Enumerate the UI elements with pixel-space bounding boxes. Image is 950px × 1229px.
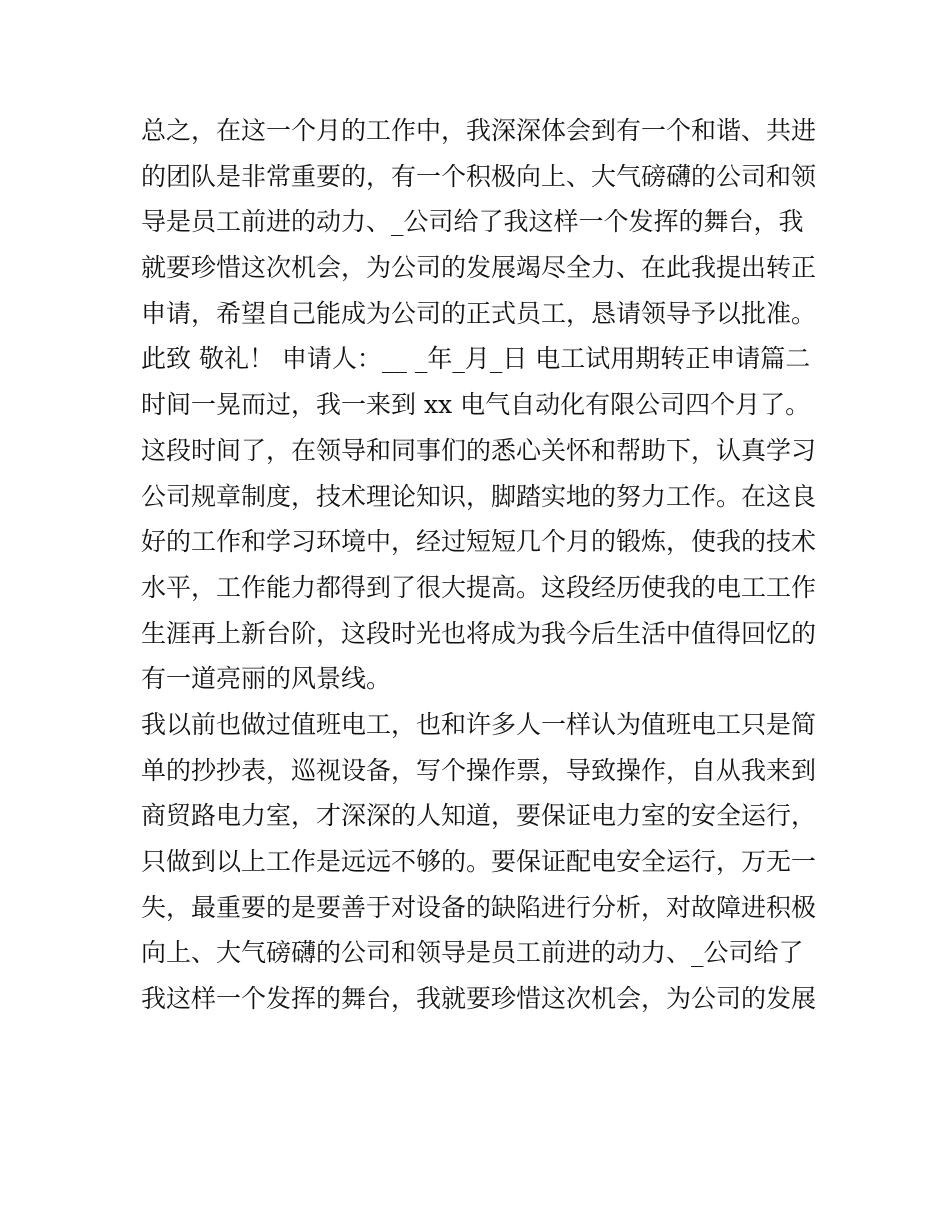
text-line: 我这样一个发挥的舞台，我就要珍惜这次机会，为公司的发展 [141,984,817,1014]
text-line: 水平，工作能力都得到了很大提高。这段经历使我的电工工作 [141,572,817,602]
text-line: 总之，在这一个月的工作中，我深深体会到有一个和谐、共进 [141,116,817,145]
text-line: 我以前也做过值班电工，也和许多人一样认为值班电工只是简 [141,709,817,739]
text-line: 生涯再上新台阶，这段时光也将成为我今后生活中值得回忆的 [141,618,817,648]
text-line: 此致 敬礼！ 申请人：__ _年_月_日 电工试用期转正申请篇二 [141,344,811,374]
text-line: 单的抄抄表，巡视设备，写个操作票，导致操作，自从我来到 [141,755,817,785]
text-line: 公司规章制度，技术理论知识，脚踏实地的努力工作。在这良 [141,481,817,511]
text-line: 失，最重要的是要善于对设备的缺陷进行分析，对故障进积极 [141,892,817,922]
text-line: 的团队是非常重要的，有一个积极向上、大气磅礴的公司和领 [141,161,817,191]
document-body [141,108,821,1022]
text-line: 这段时间了，在领导和同事们的悉心关怀和帮助下，认真学习 [141,435,817,465]
text-line: 申请，希望自己能成为公司的正式员工，恳请领导予以批准。 [141,298,817,328]
text-line: 向上、大气磅礴的公司和领导是员工前进的动力、_公司给了 [141,938,804,968]
text-line: 有一道亮丽的风景线。 [141,664,392,694]
text-line: 时间一晃而过，我一来到 xx 电气自动化有限公司四个月了。 [141,390,811,420]
text-line: 好的工作和学习环境中，经过短短几个月的锻炼，使我的技术 [141,527,817,557]
text-line: 商贸路电力室，才深深的人知道，要保证电力室的安全运行， [141,801,817,831]
text-line: 就要珍惜这次机会，为公司的发展竭尽全力、在此我提出转正 [141,253,817,283]
text-line: 导是员工前进的动力、_公司给了我这样一个发挥的舞台，我 [141,207,804,237]
text-line: 只做到以上工作是远远不够的。要保证配电安全运行，万无一 [141,847,817,876]
